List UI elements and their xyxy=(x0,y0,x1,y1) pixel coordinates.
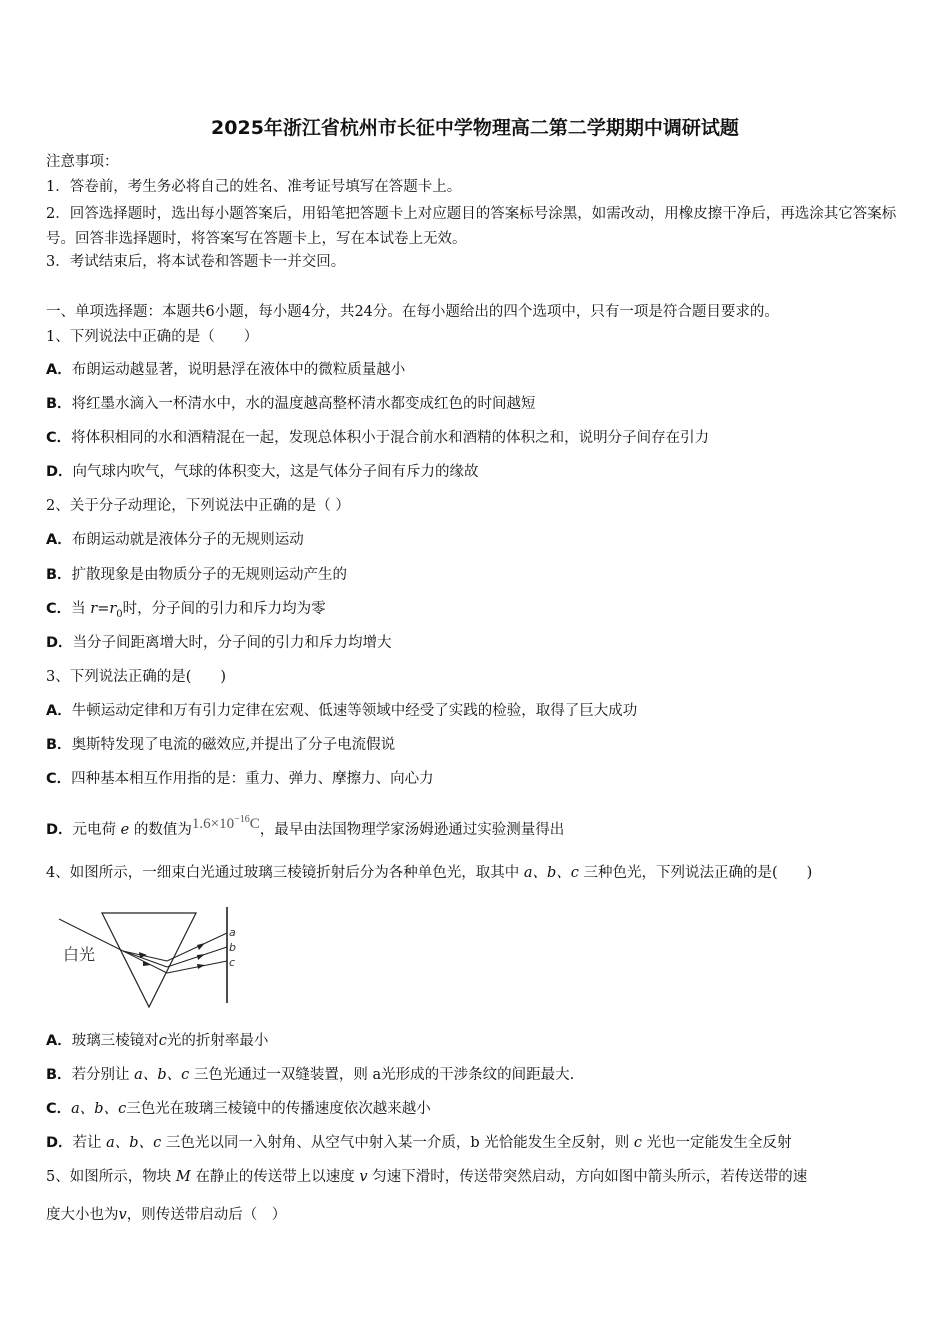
q2-option-b xyxy=(46,565,347,585)
q4-option-c xyxy=(46,1099,431,1119)
stem-text-pre: 度大小也为 xyxy=(46,1207,119,1223)
math-m: M xyxy=(175,1169,191,1185)
option-text-pre: 玻璃三棱镜对 xyxy=(71,1033,159,1049)
option-text-post: 光也一定能发生全反射 xyxy=(646,1135,792,1151)
notice-item-3: 3．考试结束后，将本试卷和答题卡一并交回。 xyxy=(46,254,346,270)
option-text: 布朗运动越显著，说明悬浮在液体中的微粒质量越小 xyxy=(71,362,406,378)
option-text-mid: 三色光以同一入射角、从空气中射入某一介质，b 光恰能发生全反射，则 xyxy=(165,1135,630,1151)
q3-option-c xyxy=(46,769,434,789)
arrow-icon xyxy=(197,964,205,969)
option-label: D． xyxy=(46,822,73,838)
option-label: C． xyxy=(46,771,72,787)
option-text-post: 光的折射率最小 xyxy=(166,1033,269,1049)
ray-label-c: c xyxy=(229,956,236,969)
q1-option-a xyxy=(46,360,405,380)
formula-exponent: −16 xyxy=(234,814,250,825)
math-abc: a、b、c xyxy=(71,1101,127,1117)
q1-stem: 1、下列说法中正确的是（ ） xyxy=(46,329,259,345)
math-v: v xyxy=(359,1169,368,1185)
q3-option-d xyxy=(46,816,564,840)
q3-option-b xyxy=(46,735,395,755)
option-text-post: 时，分子间的引力和斥力均为零 xyxy=(122,601,326,617)
option-label: C． xyxy=(46,601,72,617)
option-text-pre: 若让 xyxy=(72,1135,102,1151)
q1-option-b xyxy=(46,394,536,414)
arrow-icon xyxy=(197,954,205,960)
math-c: c xyxy=(158,1033,167,1049)
formula-unit: C xyxy=(249,816,260,832)
section-heading: 一、单项选择题：本题共6小题，每小题4分，共24分。在每小题给出的四个选项中，只有一项是符合题目要求的。 xyxy=(46,304,779,320)
option-text-pre: 元电荷 xyxy=(72,822,117,838)
arrow-icon xyxy=(139,952,147,958)
option-text: 向气球内吹气，气球的体积变大，这是气体分子间有斥力的缘故 xyxy=(72,464,479,480)
ray-label-b: b xyxy=(229,941,236,954)
math-abc: a、b、c xyxy=(523,865,579,881)
q4-stem xyxy=(46,863,812,883)
q3-stem: 3、下列说法正确的是( ) xyxy=(46,669,227,685)
option-text-pre: 若分别让 xyxy=(71,1067,130,1083)
option-text: 将体积相同的水和酒精混在一起，发现总体积小于混合前水和酒精的体积之和，说明分子间存在引力 xyxy=(71,430,710,446)
option-label: B． xyxy=(46,737,72,753)
option-label: D． xyxy=(46,464,73,480)
math-c: c xyxy=(633,1135,642,1151)
q4-option-b xyxy=(46,1065,574,1085)
option-text: 四种基本相互作用指的是：重力、弹力、摩擦力、向心力 xyxy=(71,771,434,787)
ray-label-a: a xyxy=(229,926,236,939)
stem-text-pre: 4、如图所示，一细束白光通过玻璃三棱镜折射后分为各种单色光，取其中 xyxy=(46,865,520,881)
option-text: 扩散现象是由物质分子的无规则运动产生的 xyxy=(71,567,348,583)
option-text-post: 三色光通过一双缝装置，则 a光形成的干涉条纹的间距最大. xyxy=(193,1067,575,1083)
q4-option-d xyxy=(46,1133,792,1153)
option-text: 奥斯特发现了电流的磁效应,并提出了分子电流假说 xyxy=(71,737,396,753)
arrow-icon xyxy=(197,943,205,950)
option-text-post: 三色光在玻璃三棱镜中的传播速度依次越来越小 xyxy=(126,1101,431,1117)
q2-option-a xyxy=(46,530,304,550)
math-abc: a、b、c xyxy=(106,1135,162,1151)
option-label: A． xyxy=(46,703,72,719)
option-text-post: ，最早由法国物理学家汤姆逊通过实验测量得出 xyxy=(259,822,565,838)
option-label: B． xyxy=(46,567,72,583)
stem-text-mid: 在静止的传送带上以速度 xyxy=(195,1169,355,1185)
q3-option-a xyxy=(46,701,637,721)
option-label: D． xyxy=(46,635,73,651)
arrow-icon xyxy=(143,961,151,966)
q1-option-d xyxy=(46,462,479,482)
option-label: A． xyxy=(46,362,72,378)
outgoing-ray-c xyxy=(167,961,227,973)
option-text: 牛顿运动定律和万有引力定律在宏观、低速等领域中经受了实践的检验，取得了巨大成功 xyxy=(71,703,638,719)
option-label: C． xyxy=(46,430,72,446)
option-text: 布朗运动就是液体分子的无规则运动 xyxy=(71,532,304,548)
stem-text-post: ，则传送带启动后（ ） xyxy=(126,1207,287,1223)
q2-option-c xyxy=(46,599,326,625)
notice-item-1: 1．答卷前，考生务必将自己的姓名、准考证号填写在答题卡上。 xyxy=(46,179,462,195)
option-label: D． xyxy=(46,1135,73,1151)
q2-option-d xyxy=(46,633,392,653)
math-r-equals: r=r xyxy=(90,601,117,617)
formula-elementary-charge xyxy=(192,816,260,832)
q4-option-a xyxy=(46,1031,268,1051)
prism-figure xyxy=(55,905,245,1015)
math-v: v xyxy=(118,1207,127,1223)
option-label: A． xyxy=(46,1033,72,1049)
option-text: 将红墨水滴入一杯清水中，水的温度越高整杯清水都变成红色的时间越短 xyxy=(71,396,536,412)
q2-stem: 2、关于分子动理论，下列说法中正确的是（ ） xyxy=(46,498,350,514)
math-e: e xyxy=(120,822,130,838)
option-label: B． xyxy=(46,1067,72,1083)
q5-stem-line-1 xyxy=(46,1167,807,1187)
stem-text-post: 匀速下滑时，传送带突然启动，方向如图中箭头所示，若传送带的速 xyxy=(372,1169,808,1185)
notice-heading: 注意事项： xyxy=(46,154,119,170)
q1-option-c xyxy=(46,428,709,448)
option-label: B． xyxy=(46,396,72,412)
math-abc: a、b、c xyxy=(134,1067,190,1083)
math-subscript: 0 xyxy=(116,608,123,620)
stem-text-pre: 5、如图所示，物块 xyxy=(46,1169,172,1185)
page-title: 2025年浙江省杭州市长征中学物理高二第二学期期中调研试题 xyxy=(211,117,739,139)
notice-item-2: 2．回答选择题时，选出每小题答案后，用铅笔把答题卡上对应题目的答案标号涂黑，如需改动，用橡皮擦干净后，再选涂其它答案标号。回答非选择题时，将答案写在答题卡上，写在本试卷上无效。 xyxy=(46,206,897,247)
option-text: 当分子间距离增大时，分子间的引力和斥力均增大 xyxy=(72,635,392,651)
option-text-pre: 当 xyxy=(71,601,86,617)
option-label: C． xyxy=(46,1101,72,1117)
option-label: A． xyxy=(46,532,72,548)
white-light-label: 白光 xyxy=(63,945,96,964)
q5-stem-line-2 xyxy=(46,1205,286,1225)
stem-text-post: 三种色光，下列说法正确的是( ) xyxy=(583,865,813,881)
formula-mantissa: 1.6×10 xyxy=(191,816,235,832)
option-text-mid: 的数值为 xyxy=(133,822,192,838)
